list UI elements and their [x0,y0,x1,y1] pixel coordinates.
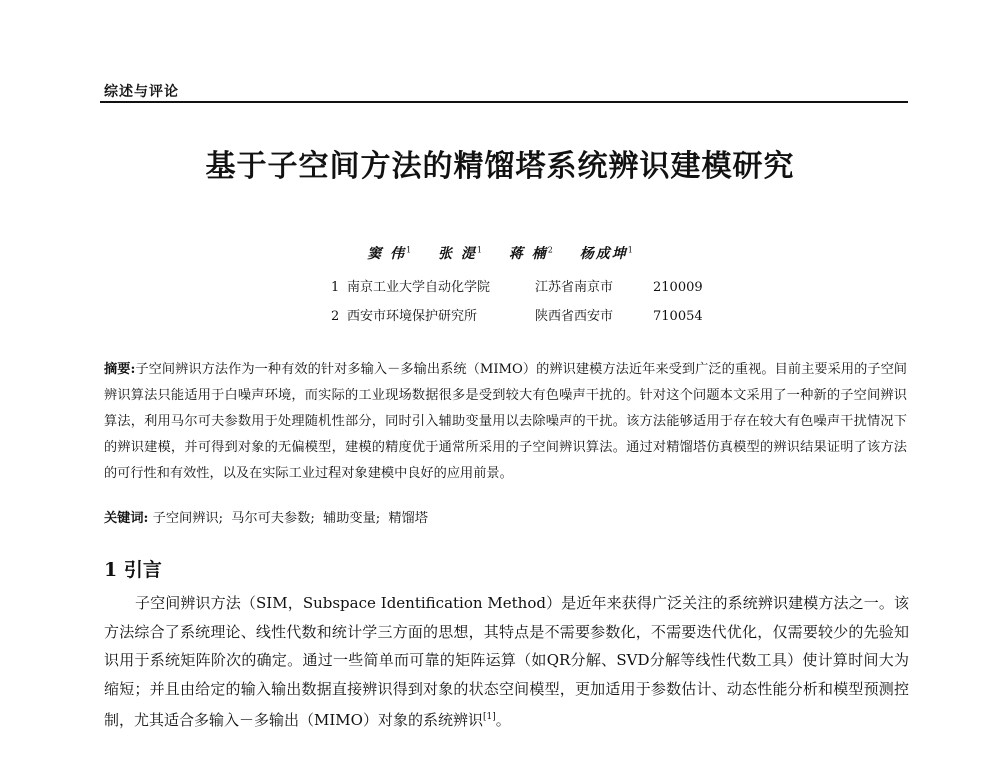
header-rule [100,101,908,103]
affiliation-postcode: 210009 [653,280,703,295]
author: 张 湜$^1$ [438,245,482,262]
affiliation-postcode: 710054 [653,309,703,324]
affiliation-institution: 西安市环境保护研究所 [347,309,478,324]
affiliation [331,276,703,295]
keywords-label: 关键词: [104,511,149,526]
section-heading: 1 引言 [104,559,162,581]
abstract-text: 子空间辨识方法作为一种有效的针对多输入－多输出系统（MIMO）的辨识建模方法近年来受到广泛的重视。目前主要采用的子空间辨识算法只能适用于白噪声环境，而实际的工业现场数据很多是受到较大有色噪声干扰的。针对这个问题本文采用了一种新的子空间辨识算法，利用马尔可夫参数用于处理随机性部分，同时引入辅助变量用以去除噪声的干扰。该方法能够适用于存在较大有色噪声干扰情况下的辨识建模，并可得到对象的无偏模型，建模的精度优于通常所采用的子空间辨识算法。通过对精馏塔仿真模型的辨识结果证明了该方法的可行性和有效性，以及在实际工业过程对象建模中良好的应用前景。 [104,362,907,481]
paper-title: 基于子空间方法的精馏塔系统辨识建模研究 [205,149,795,184]
author: 杨成坤$^1$ [579,245,633,262]
section-label: 综述与评论 [104,84,179,100]
citation-ref: [1] [482,712,496,722]
affiliation-number: 2 [331,309,340,324]
author: 窦 伟$^1$ [367,245,412,262]
abstract [104,357,907,487]
affiliation [331,305,703,324]
affiliation-number: 1 [331,280,340,295]
keywords [104,507,907,526]
body-paragraph: 子空间辨识方法（SIM，Subspace Identification Method）是近年来获得广泛关注的系统辨识建模方法之一。该方法综合了系统理论、线性代数和统计学三方面的思想，其特点是不需要参数化，不需要迭代优化，仅需要较少的先验知识用于系统矩阵阶次的确定。通过一些简单而可靠的矩阵运算（如QR分解、SVD分解等线性代数工具）使计算时间大为缩短；并且由给定的输入输出数据直接辨识得到对象的状态空间模型，更加适用于参数估计、动态性能分析和模型预测控制，尤其适合多输入－多输出（MIMO）对象的系统辨识 [104,594,909,729]
author-list [0,243,1000,263]
author: 蒋 楠$^2$ [508,245,553,262]
keyword: 马尔可夫参数; [231,511,315,526]
abstract-label: 摘要: [104,362,136,377]
section-body: 子空间辨识方法（SIM，Subspace Identification Method）是近年来获得广泛关注的系统辨识建模方法之一。该方法综合了系统理论、线性代数和统计学三方面的思想，其特点是不需要参数化，不需要迭代优化，仅需要较少的先验知识用于系统矩阵阶次的确定。通过一些简单而可靠的矩阵运算（如QR分解、SVD分解等线性代数工具）使计算时间大为缩短；并且由给定的输入输出数据直接辨识得到对象的状态空间模型，更加适用于参数估计、动态性能分析和模型预测控制，尤其适合多输入－多输出（MIMO）对象的系统辨识[1]。 [104,594,909,729]
affiliation-location: 江苏省南京市 [535,280,614,295]
keyword: 子空间辨识; [152,511,224,526]
affiliation-institution: 南京工业大学自动化学院 [347,280,491,295]
affiliation-location: 陕西省西安市 [535,309,614,324]
keyword: 辅助变量; [323,511,381,526]
keyword: 精馏塔 [388,511,428,526]
